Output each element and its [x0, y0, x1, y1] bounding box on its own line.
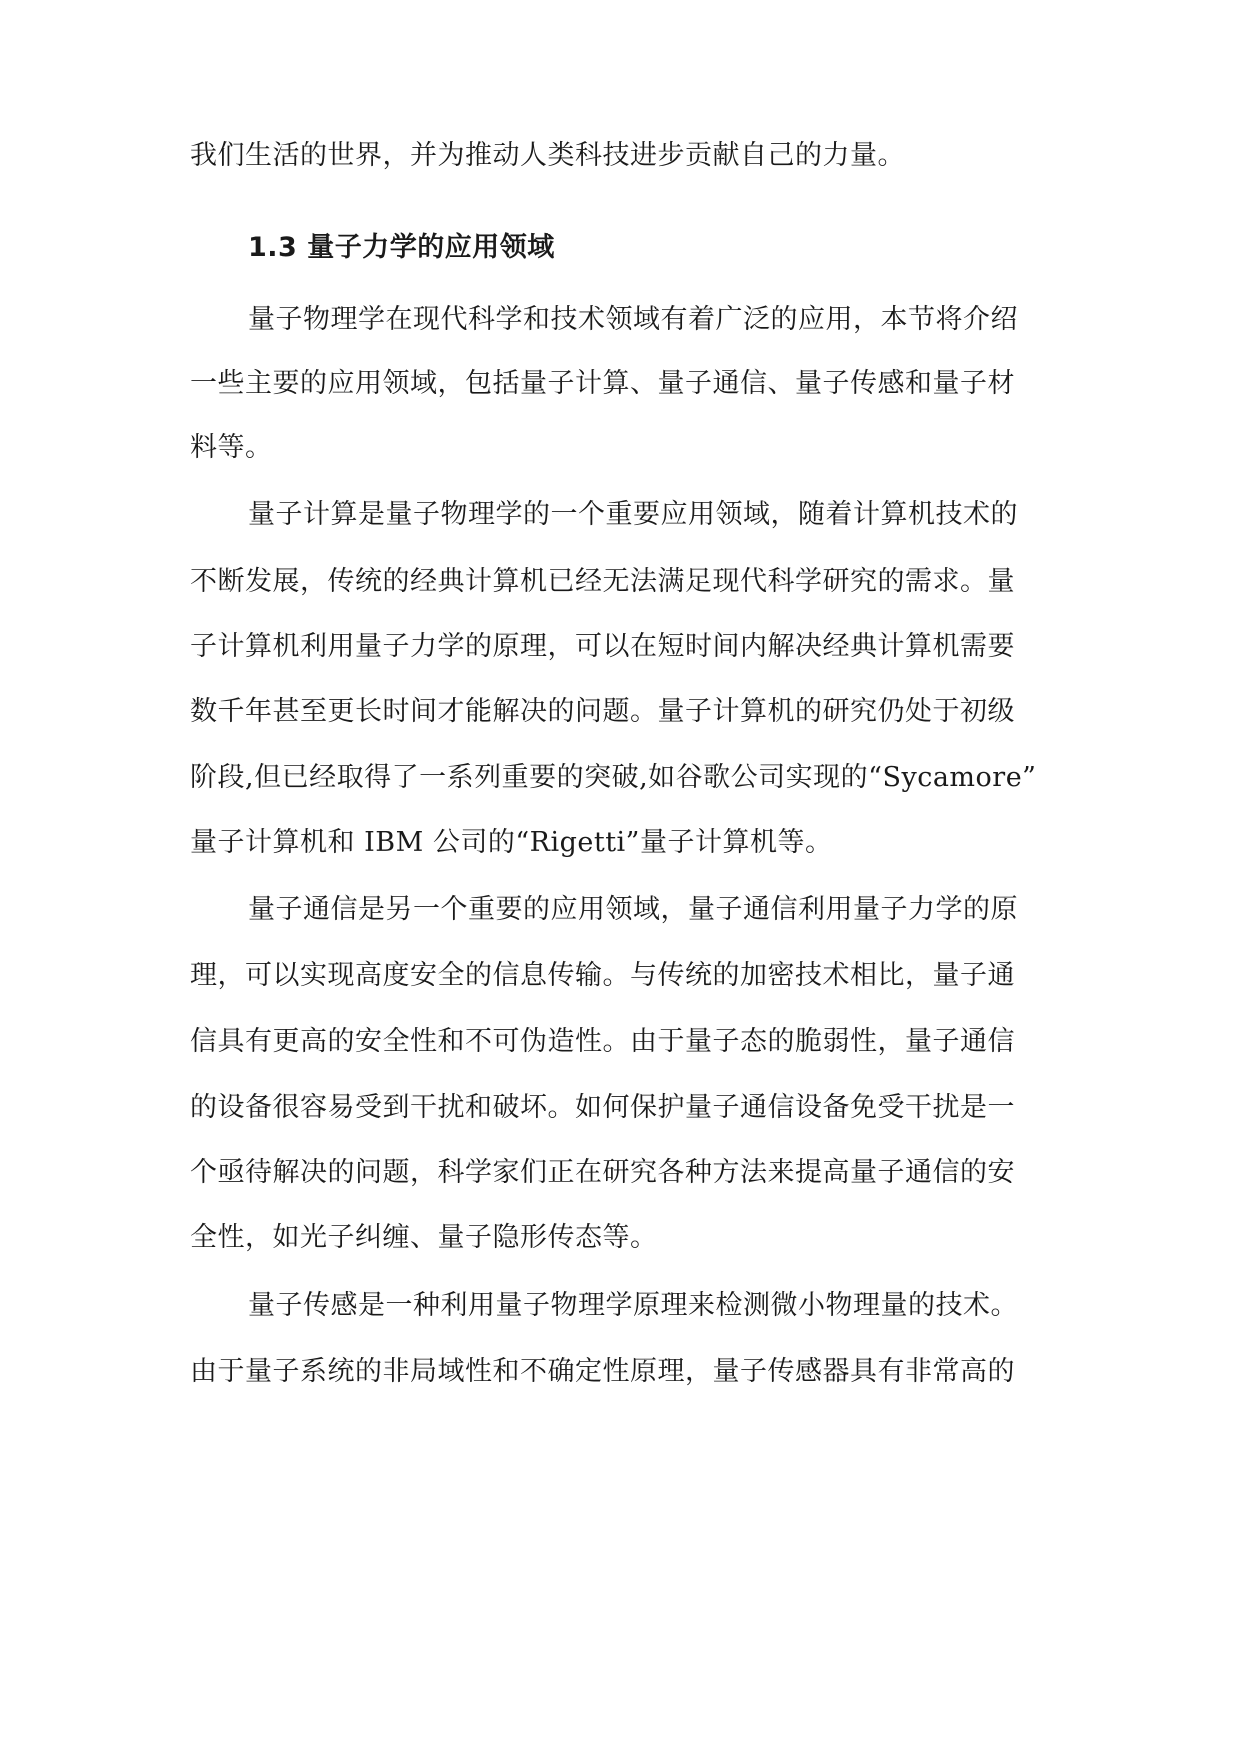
paragraph-line: 量子传感是一种利用量子物理学原理来检测微小物理量的技术。 [248, 1290, 1018, 1321]
paragraph-line: 料等。 [190, 432, 273, 463]
paragraph-line: 理，可以实现高度安全的信息传输。与传统的加密技术相比，量子通 [190, 960, 1015, 991]
paragraph-line: 量子通信是另一个重要的应用领域，量子通信利用量子力学的原 [248, 894, 1018, 925]
text-line: 我们生活的世界，并为推动人类科技进步贡献自己的力量。 [190, 140, 905, 171]
paragraph-line: 量子计算是量子物理学的一个重要应用领域，随着计算机技术的 [248, 499, 1018, 530]
paragraph-line: 个亟待解决的问题，科学家们正在研究各种方法来提高量子通信的安 [190, 1157, 1015, 1188]
paragraph-line: 一些主要的应用领域，包括量子计算、量子通信、量子传感和量子材 [190, 368, 1015, 399]
paragraph-line: 不断发展，传统的经典计算机已经无法满足现代科学研究的需求。量 [190, 566, 1015, 597]
paragraph-line: 数千年甚至更长时间才能解决的问题。量子计算机的研究仍处于初级 [190, 696, 1015, 727]
paragraph-line: 量子计算机和 IBM 公司的“Rigetti”量子计算机等。 [190, 827, 833, 858]
paragraph-line: 全性，如光子纠缠、量子隐形传态等。 [190, 1222, 658, 1253]
paragraph-line: 子计算机利用量子力学的原理，可以在短时间内解决经典计算机需要 [190, 631, 1015, 662]
paragraph-line: 量子物理学在现代科学和技术领域有着广泛的应用，本节将介绍 [248, 304, 1018, 335]
paragraph-line: 的设备很容易受到干扰和破坏。如何保护量子通信设备免受干扰是一 [190, 1092, 1015, 1123]
paragraph-line: 由于量子系统的非局域性和不确定性原理，量子传感器具有非常高的 [190, 1356, 1015, 1387]
paragraph-line: 阶段,但已经取得了一系列重要的突破,如谷歌公司实现的“Sycamore” [190, 762, 1037, 793]
section-heading: 1.3 量子力学的应用领域 [248, 232, 555, 263]
paragraph-line: 信具有更高的安全性和不可伪造性。由于量子态的脆弱性，量子通信 [190, 1026, 1015, 1057]
